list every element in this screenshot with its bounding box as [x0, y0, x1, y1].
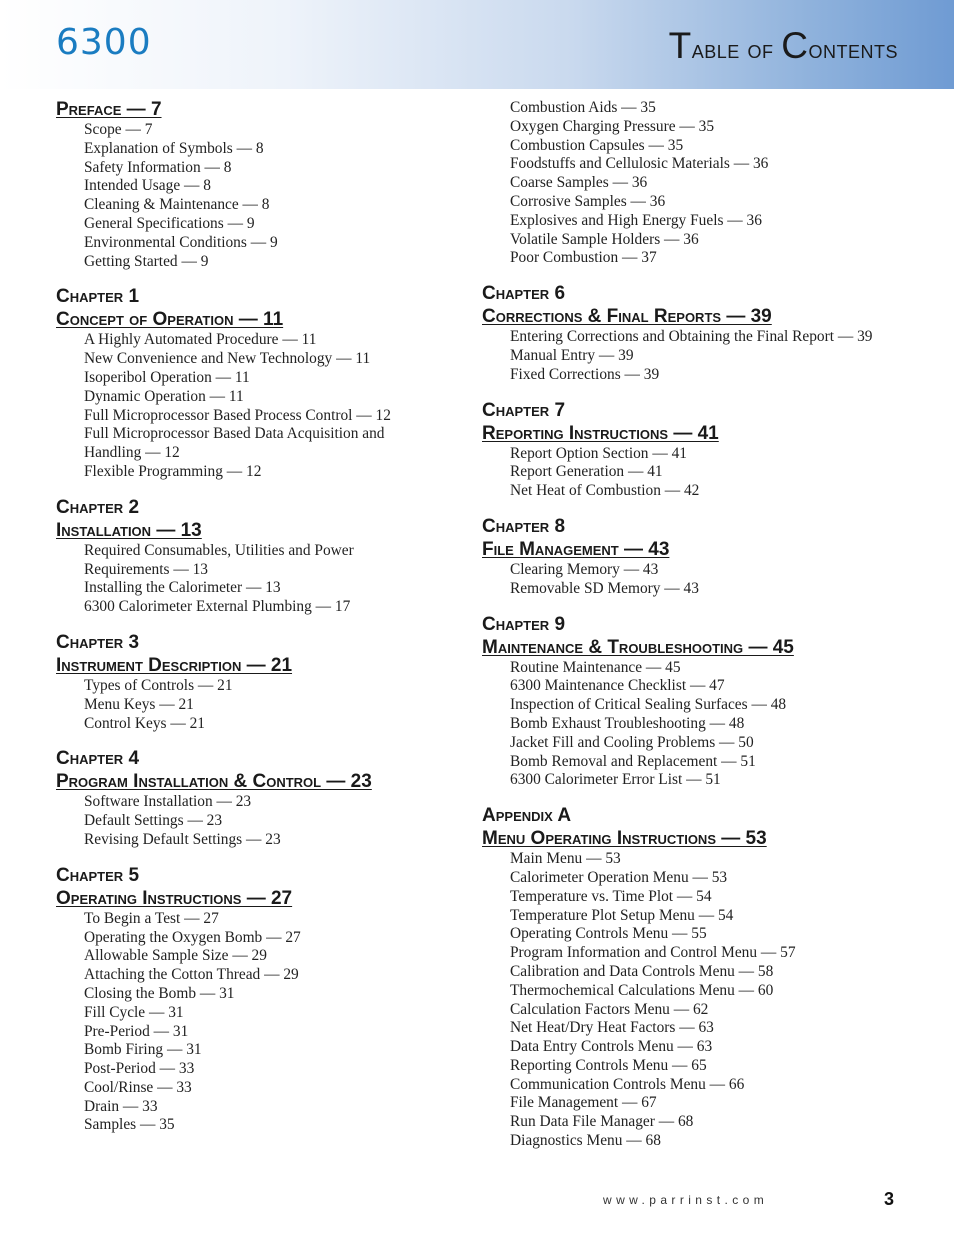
- toc-entry[interactable]: Pre-Period — 31: [84, 1022, 189, 1040]
- page-number: 3: [884, 1189, 895, 1209]
- toc-entry-list: [56, 677, 466, 733]
- toc-right-column: [482, 99, 922, 1165]
- title-part-1: able of: [691, 34, 782, 64]
- toc-entry-list: [482, 328, 922, 384]
- toc-entry-list: [482, 659, 922, 791]
- toc-entry[interactable]: Explosives and High Energy Fuels — 36: [510, 211, 762, 229]
- toc-entry-list: [56, 542, 466, 617]
- toc-entry[interactable]: Clearing Memory — 43: [510, 560, 659, 578]
- toc-entry[interactable]: Entering Corrections and Obtaining the Final Report — 39: [510, 328, 873, 346]
- toc-entry[interactable]: Bomb Firing — 31: [84, 1041, 202, 1059]
- toc-entry[interactable]: New Convenience and New Technology — 11: [84, 350, 371, 368]
- toc-entry[interactable]: Bomb Removal and Replacement — 51: [510, 752, 756, 770]
- toc-entry[interactable]: Temperature vs. Time Plot — 54: [510, 887, 712, 905]
- toc-entry[interactable]: Operating Controls Menu — 55: [510, 925, 707, 943]
- toc-entry[interactable]: Bomb Exhaust Troubleshooting — 48: [510, 714, 745, 732]
- toc-entry[interactable]: Foodstuffs and Cellulosic Materials — 36: [510, 155, 769, 173]
- chapter-label: Chapter 6: [482, 283, 566, 305]
- toc-entry[interactable]: Net Heat/Dry Heat Factors — 63: [510, 1019, 714, 1037]
- toc-entry-list: [56, 793, 466, 849]
- toc-entry-list: [482, 561, 922, 599]
- toc-section: [482, 399, 922, 501]
- toc-section: [56, 99, 466, 271]
- toc-entry[interactable]: Thermochemical Calculations Menu — 60: [510, 981, 774, 999]
- toc-section: [482, 804, 922, 1151]
- toc-entry[interactable]: Report Option Section — 41: [510, 444, 687, 462]
- toc-entry[interactable]: Safety Information — 8: [84, 158, 232, 176]
- toc-entry[interactable]: Getting Started — 9: [84, 252, 209, 270]
- chapter-label: Chapter 3: [56, 631, 140, 653]
- toc-entry[interactable]: Jacket Fill and Cooling Problems — 50: [510, 733, 754, 751]
- toc-section: [56, 285, 466, 481]
- toc-entry[interactable]: Full Microprocessor Based Process Control — 12: [84, 406, 391, 424]
- toc-entry[interactable]: Fill Cycle — 31: [84, 1003, 184, 1021]
- toc-entry[interactable]: Volatile Sample Holders — 36: [510, 230, 699, 248]
- chapter-label: Chapter 2: [56, 496, 140, 518]
- toc-entry[interactable]: Calibration and Data Controls Menu — 58: [510, 962, 774, 980]
- chapter-label: Chapter 7: [482, 399, 566, 421]
- chapter-label: Chapter 1: [56, 286, 140, 308]
- toc-entry[interactable]: Drain — 33: [84, 1097, 158, 1115]
- toc-entry[interactable]: General Specifications — 9: [84, 214, 255, 232]
- toc-entry-list: [482, 445, 922, 501]
- chapter-label: Chapter 5: [56, 864, 140, 886]
- toc-entry[interactable]: Handling — 12: [84, 444, 180, 462]
- toc-entry[interactable]: Inspection of Critical Sealing Surfaces — 48: [510, 696, 787, 714]
- chapter-label: Chapter 9: [482, 613, 566, 635]
- chapter-label: Chapter 8: [482, 515, 566, 537]
- title-initial-c: C: [781, 25, 809, 66]
- page-title: [669, 25, 898, 67]
- page-header: [0, 0, 954, 89]
- title-part-2: ontents: [808, 34, 898, 64]
- toc-entry-list: [56, 910, 466, 1136]
- toc-entry[interactable]: Cleaning & Maintenance — 8: [84, 196, 270, 214]
- toc-entry[interactable]: Calorimeter Operation Menu — 53: [510, 868, 728, 886]
- toc-entry[interactable]: Isoperibol Operation — 11: [84, 368, 250, 386]
- toc-entry[interactable]: Control Keys — 21: [84, 714, 205, 732]
- section-title-link[interactable]: Concept of Operation — 11: [56, 309, 284, 331]
- toc-entry[interactable]: Attaching the Cotton Thread — 29: [84, 966, 299, 984]
- toc-section: [56, 496, 466, 617]
- toc-entry[interactable]: Required Consumables, Utilities and Power: [84, 541, 354, 559]
- toc-entry[interactable]: 6300 Calorimeter Error List — 51: [510, 771, 721, 789]
- toc-section: [482, 515, 922, 599]
- toc-entry[interactable]: Corrosive Samples — 36: [510, 192, 666, 210]
- section-title-link[interactable]: Program Installation & Control — 23: [56, 771, 372, 793]
- model-number: 6300: [56, 22, 152, 63]
- toc-entry[interactable]: 6300 Calorimeter External Plumbing — 17: [84, 598, 351, 616]
- toc-section: [56, 747, 466, 849]
- section-title-link[interactable]: Reporting Instructions — 41: [482, 422, 719, 444]
- toc-entry[interactable]: Main Menu — 53: [510, 850, 621, 868]
- toc-entry[interactable]: Combustion Capsules — 35: [510, 136, 684, 154]
- toc-entry[interactable]: Allowable Sample Size — 29: [84, 947, 267, 965]
- toc-section: [56, 864, 466, 1136]
- toc-entry[interactable]: Scope — 7: [84, 121, 153, 138]
- toc-entry-list: [482, 99, 922, 268]
- toc-entry[interactable]: Cool/Rinse — 33: [84, 1078, 192, 1096]
- toc-section: [56, 631, 466, 733]
- toc-section: [482, 282, 922, 384]
- toc-entry[interactable]: File Management — 67: [510, 1094, 657, 1112]
- toc-entry[interactable]: To Begin a Test — 27: [84, 909, 219, 927]
- toc-section-continued: [482, 99, 922, 268]
- footer-url[interactable]: www.parrinst.com: [603, 1193, 769, 1207]
- toc-left-column: [56, 99, 466, 1149]
- toc-entry[interactable]: Net Heat of Combustion — 42: [510, 482, 700, 500]
- toc-entry[interactable]: Environmental Conditions — 9: [84, 233, 278, 251]
- toc-entry[interactable]: Post-Period — 33: [84, 1060, 195, 1078]
- toc-entry[interactable]: Samples — 35: [84, 1116, 175, 1134]
- toc-entry[interactable]: Requirements — 13: [84, 560, 208, 578]
- chapter-label: Appendix A: [482, 805, 572, 827]
- toc-entry-list: [482, 850, 922, 1151]
- toc-entry[interactable]: Types of Controls — 21: [84, 676, 233, 694]
- section-title-link[interactable]: File Management — 43: [482, 538, 670, 560]
- section-title-link[interactable]: Operating Instructions — 27: [56, 887, 293, 909]
- toc-entry[interactable]: Program Information and Control Menu — 57: [510, 944, 796, 962]
- toc-entry[interactable]: Report Generation — 41: [510, 463, 663, 481]
- toc-entry[interactable]: Diagnostics Menu — 68: [510, 1132, 661, 1150]
- section-title-link[interactable]: Instrument Description — 21: [56, 654, 293, 676]
- toc-entry[interactable]: Coarse Samples — 36: [510, 174, 648, 192]
- section-title-link[interactable]: Menu Operating Instructions — 53: [482, 828, 767, 850]
- title-initial-t: T: [668, 25, 692, 66]
- toc-entry[interactable]: Poor Combustion — 37: [510, 249, 657, 267]
- toc-entry[interactable]: Installing the Calorimeter — 13: [84, 579, 281, 597]
- toc-entry[interactable]: Combustion Aids — 35: [510, 99, 656, 116]
- toc-entry[interactable]: Software Installation — 23: [84, 793, 252, 811]
- toc-entry[interactable]: Intended Usage — 8: [84, 177, 211, 195]
- toc-entry-list: [56, 331, 466, 481]
- chapter-label: Chapter 4: [56, 748, 140, 770]
- section-title-link[interactable]: Corrections & Final Reports — 39: [482, 306, 772, 328]
- toc-entry[interactable]: Operating the Oxygen Bomb — 27: [84, 928, 301, 946]
- toc-entry[interactable]: Calculation Factors Menu — 62: [510, 1000, 709, 1018]
- section-title-link[interactable]: Preface — 7: [56, 99, 162, 120]
- toc-entry-list: [56, 121, 466, 271]
- toc-entry[interactable]: Dynamic Operation — 11: [84, 387, 244, 405]
- section-title-link[interactable]: Installation — 13: [56, 519, 202, 541]
- toc-entry[interactable]: Oxygen Charging Pressure — 35: [510, 117, 715, 135]
- toc-entry[interactable]: Fixed Corrections — 39: [510, 365, 660, 383]
- toc-entry[interactable]: 6300 Maintenance Checklist — 47: [510, 677, 725, 695]
- toc-entry[interactable]: Data Entry Controls Menu — 63: [510, 1038, 713, 1056]
- toc-entry[interactable]: Removable SD Memory — 43: [510, 579, 699, 597]
- toc-entry[interactable]: Explanation of Symbols — 8: [84, 139, 264, 157]
- toc-entry[interactable]: Flexible Programming — 12: [84, 462, 262, 480]
- toc-entry[interactable]: Reporting Controls Menu — 65: [510, 1056, 707, 1074]
- toc-entry[interactable]: A Highly Automated Procedure — 11: [84, 331, 317, 349]
- toc-entry[interactable]: Full Microprocessor Based Data Acquisition and: [84, 425, 385, 443]
- section-title-link[interactable]: Maintenance & Troubleshooting — 45: [482, 636, 794, 658]
- toc-entry[interactable]: Communication Controls Menu — 66: [510, 1075, 745, 1093]
- toc-entry[interactable]: Run Data File Manager — 68: [510, 1113, 694, 1131]
- toc-entry[interactable]: Routine Maintenance — 45: [510, 658, 681, 676]
- toc-entry[interactable]: Default Settings — 23: [84, 812, 223, 830]
- toc-section: [482, 613, 922, 791]
- toc-entry[interactable]: Menu Keys — 21: [84, 695, 194, 713]
- toc-entry[interactable]: Manual Entry — 39: [510, 346, 634, 364]
- toc-entry[interactable]: Revising Default Settings — 23: [84, 830, 281, 848]
- toc-entry[interactable]: Temperature Plot Setup Menu — 54: [510, 906, 734, 924]
- toc-entry[interactable]: Closing the Bomb — 31: [84, 984, 235, 1002]
